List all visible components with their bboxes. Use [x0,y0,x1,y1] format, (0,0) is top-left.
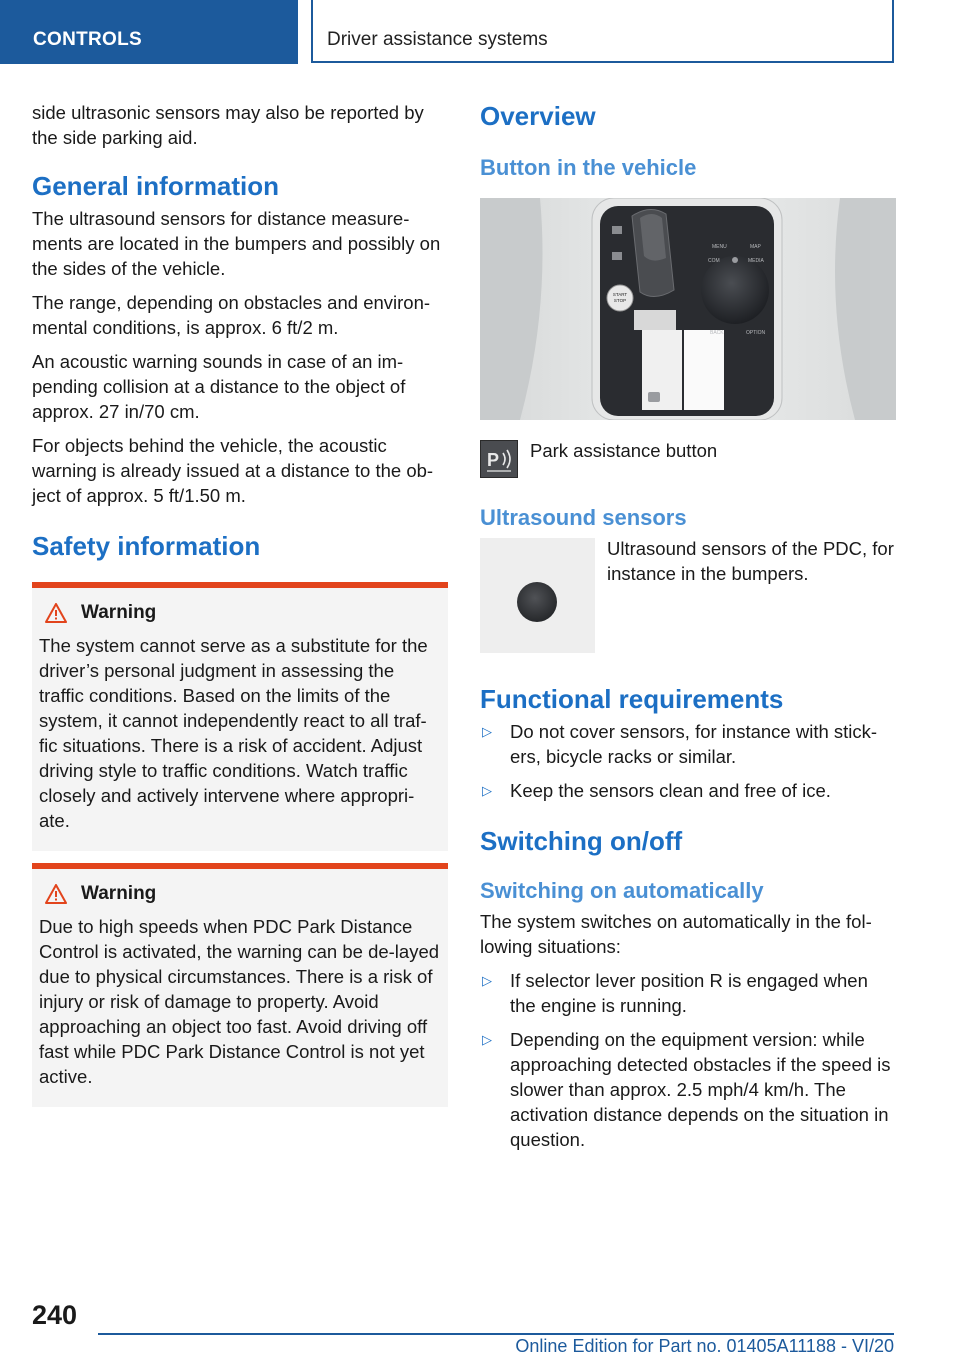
warning-triangle-icon [45,603,67,623]
warning-text: The system cannot serve as a substitute for the driver’s personal judgment in assessing the traffic conditions. Based on the limits of the system, it cannot independently react to all traf-fic situations. There is a risk of accident. Adjust driving style to traffic conditions. Watch traffic closely and actively intervene where appropri-ate. [39,635,428,831]
list-item [480,1027,896,1152]
list-item [480,778,896,803]
general-paragraph-2: The range, depending on obstacles and environ-mental conditions, is approx. 6 ft/2 m. [32,292,431,338]
switching-auto-heading: Switching on automatically [480,878,764,903]
switching-auto-intro: The system switches on automatically in the fol-lowing situations: [480,911,872,957]
svg-text:P: P [487,450,500,470]
console-label-media: MEDIA [748,258,764,264]
page-number: 240 [32,1300,78,1330]
safety-heading: Safety information [32,531,261,561]
warning-title-row [39,602,440,624]
warning-text: Due to high speeds when PDC Park Distance Control is activated, the warning can be de-layed due to physical circumstances. There is a risk of injury or risk of damage to property. Avoid approaching an object too fast. Avoid driving off fast while PDC Park Distance Control is not yet active. [39,916,440,1087]
ultrasound-sensor-image [480,538,595,653]
button-heading: Button in the vehicle [480,155,697,180]
warning-title: Warning [81,883,157,904]
footer-rule [98,1333,894,1335]
general-paragraph-4: For objects behind the vehicle, the acoustic warning is already issued at a distance to the ob-ject of approx. 5 ft/1.50 m. [32,435,434,506]
warning-triangle-icon [45,884,67,904]
bullet-mark: ▷ [482,783,492,798]
bullet-mark: ▷ [482,973,492,988]
console-label-menu: MENU [712,244,727,250]
sensors-heading: Ultrasound sensors [480,505,687,530]
intro-paragraph: side ultrasonic sensors may also be reported by the side parking aid. [32,102,424,148]
start-stop-label: START [612,292,628,297]
general-heading: General information [32,171,280,201]
chapter-title: Driver assistance systems [327,29,548,50]
park-assist-label: Park assistance button [530,440,718,461]
functional-requirements-heading: Functional requirements [480,684,784,714]
list-item [480,968,896,1018]
bullet-mark: ▷ [482,1032,492,1047]
console-label-map: MAP [750,244,761,250]
warning-title: Warning [81,602,157,623]
center-console-photo [480,198,896,420]
start-stop-label: STOP [613,298,627,303]
list-item-text: If selector lever position R is engaged when the engine is running. [510,970,868,1016]
bullet-mark: ▷ [482,724,492,739]
right-column [480,100,896,1161]
warning-box-1 [32,582,448,851]
left-column [32,100,448,1107]
console-label-back: BACK [710,330,724,336]
list-item-text: Depending on the equipment version: while approaching detected obstacles if the speed is slower than approx. 2.5 mph/4 km/h. The activation distance depends on the situation in question. [510,1029,891,1150]
overview-heading: Overview [480,101,596,131]
list-item-text: Do not cover sensors, for instance with stick-ers, bicycle racks or similar. [510,721,878,767]
warning-box-2 [32,863,448,1107]
general-paragraph-1: The ultrasound sensors for distance measure-ments are located in the bumpers and possibly on the sides of the vehicle. [32,208,441,279]
sensors-row [480,536,896,653]
edition-text: Online Edition for Part no. 01405A11188 - VI/20 [515,1336,894,1356]
section-tab [0,0,298,64]
general-paragraph-3: An acoustic warning sounds in case of an im-pending collision at a distance to the object of approx. 27 in/70 cm. [32,351,406,422]
switching-heading: Switching on/off [480,826,683,856]
console-label-option: OPTION [746,330,766,336]
list-item-text: Keep the sensors clean and free of ice. [510,780,831,801]
console-label-com: COM [708,258,720,264]
sensors-text: Ultrasound sensors of the PDC, for instance in the bumpers. [607,538,894,584]
park-assist-row [480,438,896,478]
park-assist-button-icon [480,440,518,478]
list-item [480,719,896,769]
warning-title-row [39,883,440,905]
chapter-tab [311,0,894,63]
section-title: CONTROLS [33,29,143,50]
